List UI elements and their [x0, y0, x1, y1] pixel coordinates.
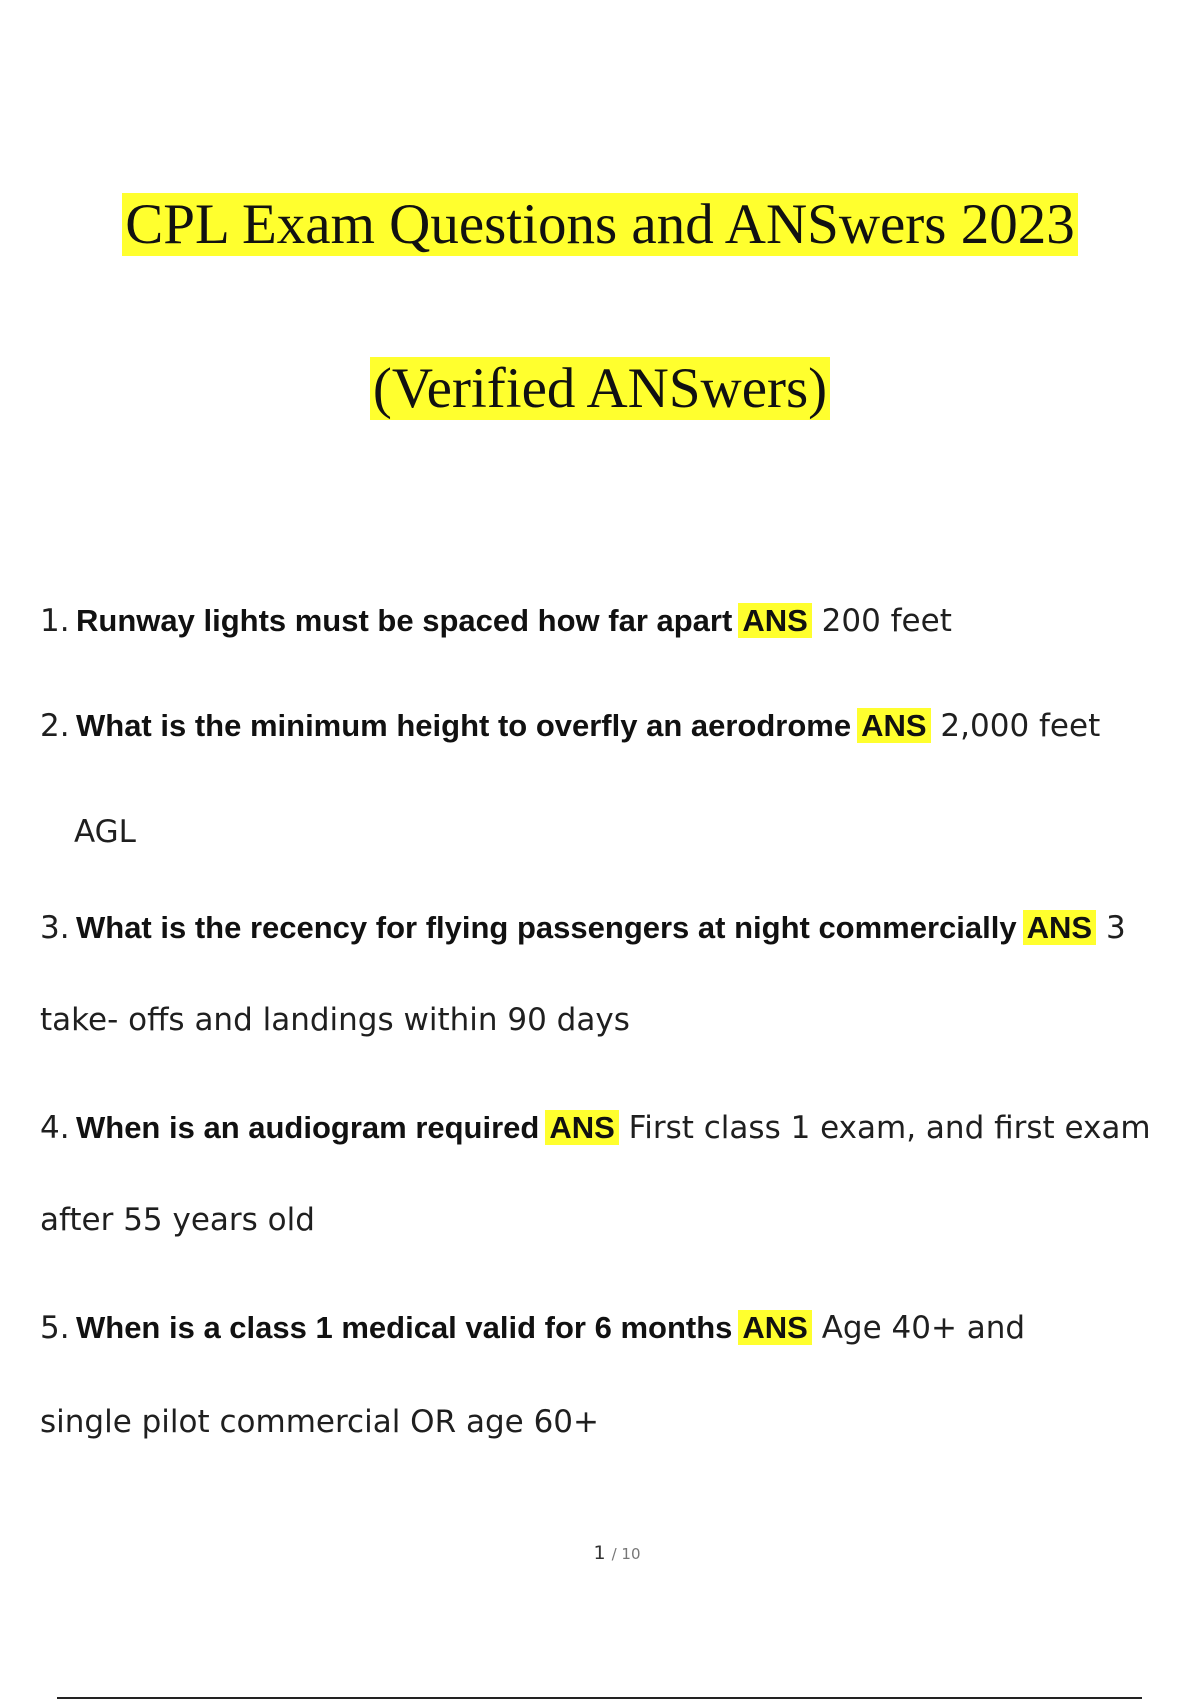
document-title: [0, 193, 1200, 257]
qa-question: What is the minimum height to overfly an aerodrome: [76, 708, 852, 743]
qa-number: 2.: [40, 708, 70, 744]
page-current: 1: [593, 1542, 606, 1564]
page-indicator: [0, 1542, 1200, 1564]
qa-answer: First class 1 exam, and first exam: [628, 1110, 1151, 1146]
qa-question: Runway lights must be spaced how far apart: [76, 603, 733, 638]
qa-question: What is the recency for flying passengers at night commercially: [76, 910, 1017, 945]
qa-answer-continued: after 55 years old: [40, 1202, 315, 1238]
document-subtitle-text: (Verified ANSwers): [370, 357, 830, 420]
qa-answer: Age 40+ and: [821, 1310, 1026, 1346]
qa-number: 1.: [40, 603, 70, 639]
document-title-text: CPL Exam Questions and ANSwers 2023: [122, 193, 1077, 256]
qa-answer: 3: [1105, 910, 1126, 946]
qa-number: 5.: [40, 1310, 70, 1346]
qa-number: 4.: [40, 1110, 70, 1146]
qa-answer: 200 feet: [821, 603, 952, 639]
ans-highlight: ANS: [738, 1310, 811, 1345]
ans-highlight: ANS: [1023, 910, 1096, 945]
page-total: / 10: [611, 1545, 641, 1563]
qa-answer: 2,000 feet: [940, 708, 1101, 744]
qa-answer-continued: single pilot commercial OR age 60+: [40, 1404, 599, 1440]
qa-number: 3.: [40, 910, 70, 946]
page-bottom-divider: [57, 1697, 1142, 1699]
ans-highlight: ANS: [738, 603, 811, 638]
ans-highlight: ANS: [545, 1110, 618, 1145]
ans-highlight: ANS: [857, 708, 930, 743]
qa-question: When is a class 1 medical valid for 6 months: [76, 1310, 733, 1345]
qa-answer-continued: take- offs and landings within 90 days: [40, 1002, 630, 1038]
qa-question: When is an audiogram required: [76, 1110, 540, 1145]
document-subtitle: [0, 357, 1200, 421]
qa-answer-continued: AGL: [74, 814, 136, 850]
